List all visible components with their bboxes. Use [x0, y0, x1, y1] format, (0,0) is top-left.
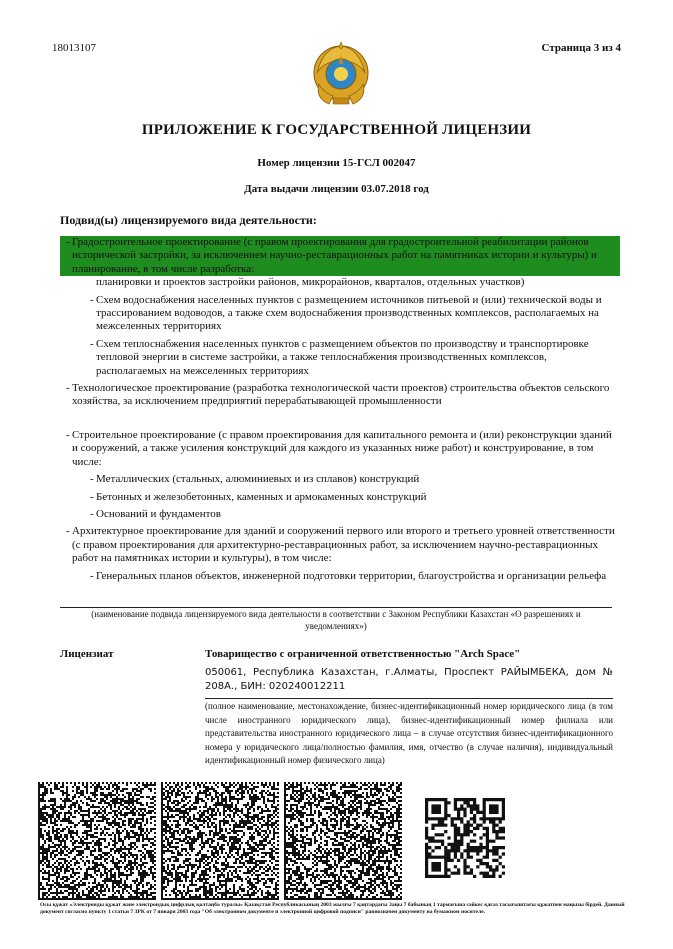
activity-text: Градостроительное проектирование (с правом проектирования для градостроительной реабилитации районов исторической застройки, за исключением научно-реставрационных работ на памятниках истории и культуры) и планирование, в том числе разработка:	[72, 236, 597, 275]
activity-subitem: - Оснований и фундаментов	[90, 507, 221, 520]
activity-list	[60, 236, 620, 587]
barcode-modules	[38, 782, 156, 900]
activity-text: Технологическое проектирование (разработка технологической части проектов) строительства объектов сельского хозяйства, за исключением предприятий перерабатывающей промышленности	[72, 382, 610, 408]
document-title: ПРИЛОЖЕНИЕ К ГОСУДАРСТВЕННОЙ ЛИЦЕНЗИИ	[141, 122, 532, 138]
activity-subitem-text: Оснований и фундаментов	[96, 507, 221, 520]
activity-item-tech: - Технологическое проектирование (разработка технологической части проектов) строительства объектов сельского хозяйства, за исключением предприятий перерабатывающей промышленности	[66, 382, 610, 408]
subtypes-heading: Подвид(ы) лицензируемого вида деятельности:	[60, 213, 317, 227]
licensee-label: Лицензиат	[60, 648, 114, 660]
licensee-note: (полное наименование, местонахождение, бизнес-идентификационный номер юридического лица (в том числе иностранного юридического лица), бизнес-идентификационный номер филиала или представительства иностранного юридического лица – в случае отсутствия бизнес-идентификационного номера у юридического лица/полностью фамилия, имя, отчество (в случае наличия), индивидуальный идентификационный номер физического лица)	[205, 701, 613, 765]
activity-subitem: - Схем теплоснабжения населенных пунктов с размещением объектов по производству и транспортировке тепловой энергии в системе застройки, а также теплоснабжения производственных комплексов, располагаемых на межселенных территориях	[90, 337, 589, 377]
data-matrix-code-1	[38, 782, 156, 900]
issue-date: Дата выдачи лицензии 03.07.2018 год	[244, 183, 429, 195]
activity-subitem-text: Схем теплоснабжения населенных пунктов с размещением объектов по производству и транспортировке тепловой энергии в системе застройки, а также теплоснабжения производственных комплексов, располагаемых на межселенных территориях	[96, 337, 589, 377]
activity-subitem: - Металлических (стальных, алюминиевых и из сплавов) конструкций	[90, 473, 420, 486]
licensee-name: Товарищество с ограниченной ответственностью "Arch Space"	[205, 648, 521, 660]
activity-subitem: - Бетонных и железобетонных, каменных и армокаменных конструкций	[90, 490, 427, 503]
subtype-caption: (наименование подвида лицензируемого вида деятельности в соответствии с Законом Республики Казахстан «О разрешениях и уведомлениях»)	[91, 609, 581, 631]
barcode-modules	[425, 798, 505, 878]
qr-code	[425, 798, 505, 878]
divider	[60, 607, 612, 608]
data-matrix-code-3	[284, 782, 402, 900]
activity-item-build: - Строительное проектирование (с правом проектирования для капитального ремонта и (или) реконструкции зданий и сооружений, а также усиления конструкций для каждого из указанных ниже работ) и конструирование, в том числе:	[66, 428, 612, 468]
barcode-modules	[161, 782, 279, 900]
activity-subitem: - Схем водоснабжения населенных пунктов с размещением источников питьевой и (или) технической воды и трассированием водоводов, а также схем водоснабжения производственных комплексов, располагаемых на межселенных территориях	[90, 293, 602, 333]
activity-subitem-text: Генеральных планов объектов, инженерной подготовки территории, благоустройства и организации рельефа	[96, 569, 607, 582]
activity-subitem-text: Схем водоснабжения населенных пунктов с размещением источников питьевой и (или) технической воды и трассированием водоводов, а также схем водоснабжения производственных комплексов, располагаемых на межселенных территориях	[96, 293, 602, 333]
activity-item-urban: - Градостроительное проектирование (с правом проектирования для градостроительной реабилитации районов исторической застройки, за исключением научно-реставрационных работ на памятниках истории и культуры) и планирование, в том числе разработка:	[60, 236, 620, 276]
activity-item-arch: - Архитектурное проектирование для зданий и сооружений первого или второго и третьего уровней ответственности (с правом проектирования для архитектурно-реставрационных работ, за исключением научно-реставрационных работ на памятниках истории и культуры), в том числе:	[66, 525, 615, 565]
activity-subitem-text: Металлических (стальных, алюминиевых и из сплавов) конструкций	[96, 473, 420, 486]
license-number: Номер лицензии 15-ГСЛ 002047	[257, 157, 416, 169]
activity-text: Строительное проектирование (с правом проектирования для капитального ремонта и (или) реконструкции зданий и сооружений, а также усиления конструкций для каждого из указанных ниже работ) и конструирование, в том числе:	[72, 428, 612, 468]
barcode-modules	[284, 782, 402, 900]
activity-text: Архитектурное проектирование для зданий и сооружений первого или второго и третьего уровней ответственности (с правом проектирования для архитектурно-реставрационных работ, за исключением научно-реставрационных работ на памятниках истории и культуры), в том числе:	[72, 525, 615, 565]
legal-footer: Осы құжат «Электронды құжат және электрондық цифрлық қолтаңба туралы» Қазақстан Республикасының 2003 жылғы 7 қаңтардағы Заңы 7 бабының 1 тармағына сәйкес қағаз тасығыштағы құжатпен маңызы бірдей. Данный документ согласно пункту 1 статьи 7 ЗРК от 7 января 2003 года "Об электронном документе и электронной цифровой подписи" равнозначен документу на бумажном носителе.	[40, 902, 625, 915]
data-matrix-code-2	[161, 782, 279, 900]
licensee-address: 050061, Республика Казахстан, г.Алматы, Проспект РАЙЫМБЕКА, дом № 208А., БИН: 020240012211	[205, 667, 613, 692]
activity-subitem: планировки и проектов застройки районов, микрорайонов, кварталов, отдельных участков)	[96, 276, 525, 289]
activity-subitem-text: Бетонных и железобетонных, каменных и армокаменных конструкций	[96, 490, 427, 503]
kazakhstan-state-emblem-icon	[309, 40, 373, 110]
divider	[205, 698, 613, 699]
activity-subitem: - Генеральных планов объектов, инженерной подготовки территории, благоустройства и организации рельефа	[90, 569, 607, 582]
document-id: 18013107	[52, 42, 96, 54]
page-number: Страница 3 из 4	[541, 42, 621, 54]
